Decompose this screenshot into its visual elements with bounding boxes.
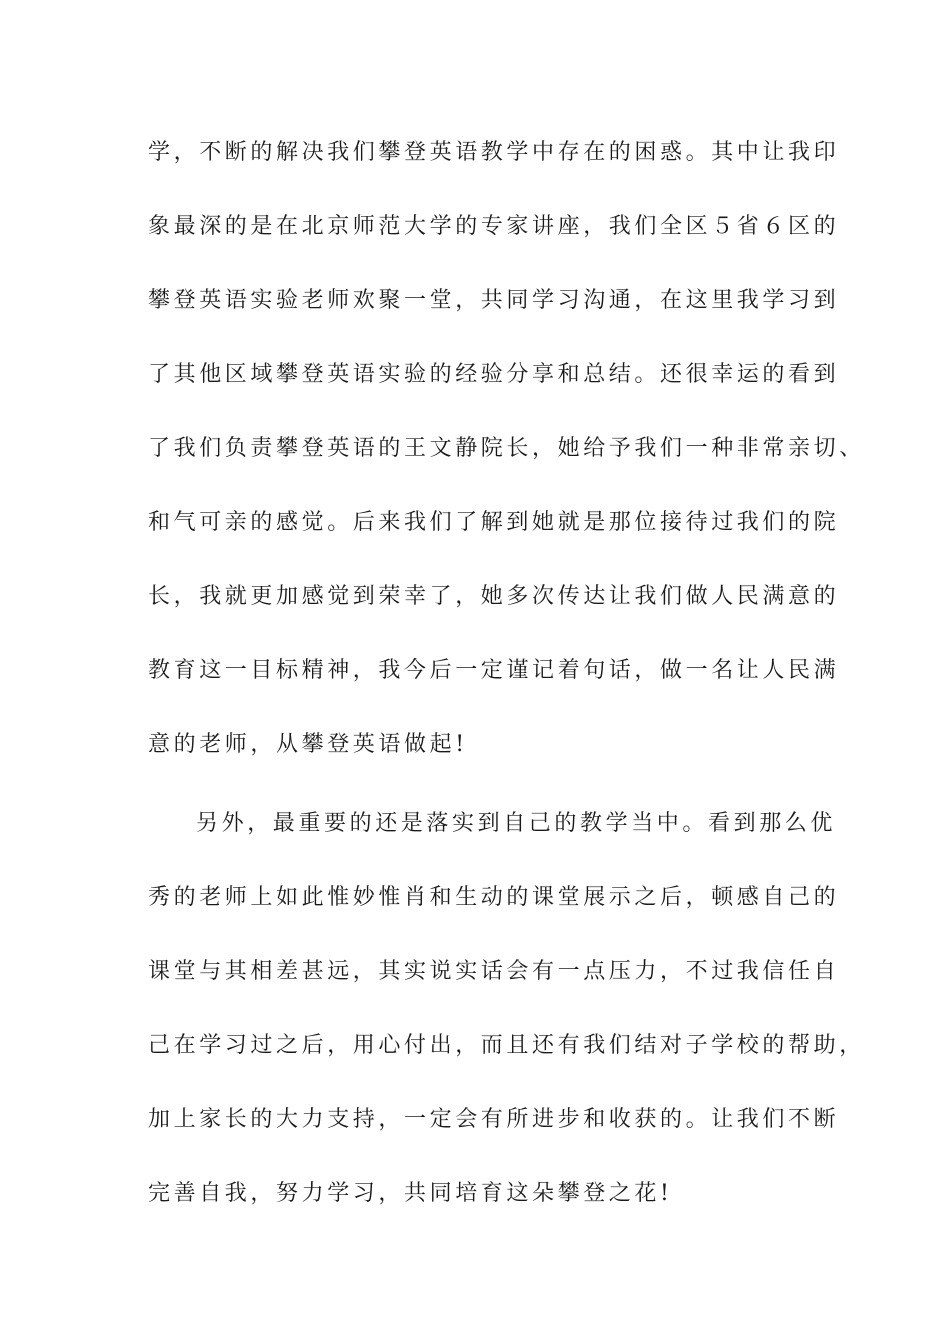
text-line: 了其他区域攀登英语实验的经验分享和总结。还很幸运的看到 [148, 362, 840, 387]
text-line: 意的老师，从攀登英语做起! [148, 732, 468, 757]
text-line: 象最深的是在北京师范大学的专家讲座，我们全区５省６区的 [148, 214, 840, 239]
text-line: 加上家长的大力支持，一定会有所进步和收获的。让我们不断 [148, 1107, 840, 1132]
text-line: 教育这一目标精神，我今后一定谨记着句话，做一名让人民满 [148, 658, 840, 683]
text-line: 和气可亲的感觉。后来我们了解到她就是那位接待过我们的院 [148, 510, 840, 535]
text-line: 秀的老师上如此惟妙惟肖和生动的课堂展示之后，顿感自己的 [148, 885, 840, 910]
text-line: 完善自我，努力学习，共同培育这朵攀登之花! [148, 1181, 673, 1206]
text-line: 了我们负责攀登英语的王文静院长，她给予我们一种非常亲切、 [148, 436, 865, 461]
text-line: 己在学习过之后，用心付出，而且还有我们结对子学校的帮助， [148, 1033, 865, 1058]
text-line: 攀登英语实验老师欢聚一堂，共同学习沟通，在这里我学习到 [148, 288, 840, 313]
text-line: 课堂与其相差甚远，其实说实话会有一点压力，不过我信任自 [148, 959, 840, 984]
text-line: 学，不断的解决我们攀登英语教学中存在的困惑。其中让我印 [148, 140, 840, 165]
text-line: 长，我就更加感觉到荣幸了，她多次传达让我们做人民满意的 [148, 584, 840, 609]
text-line: 另外，最重要的还是落实到自己的教学当中。看到那么优 [196, 811, 837, 836]
